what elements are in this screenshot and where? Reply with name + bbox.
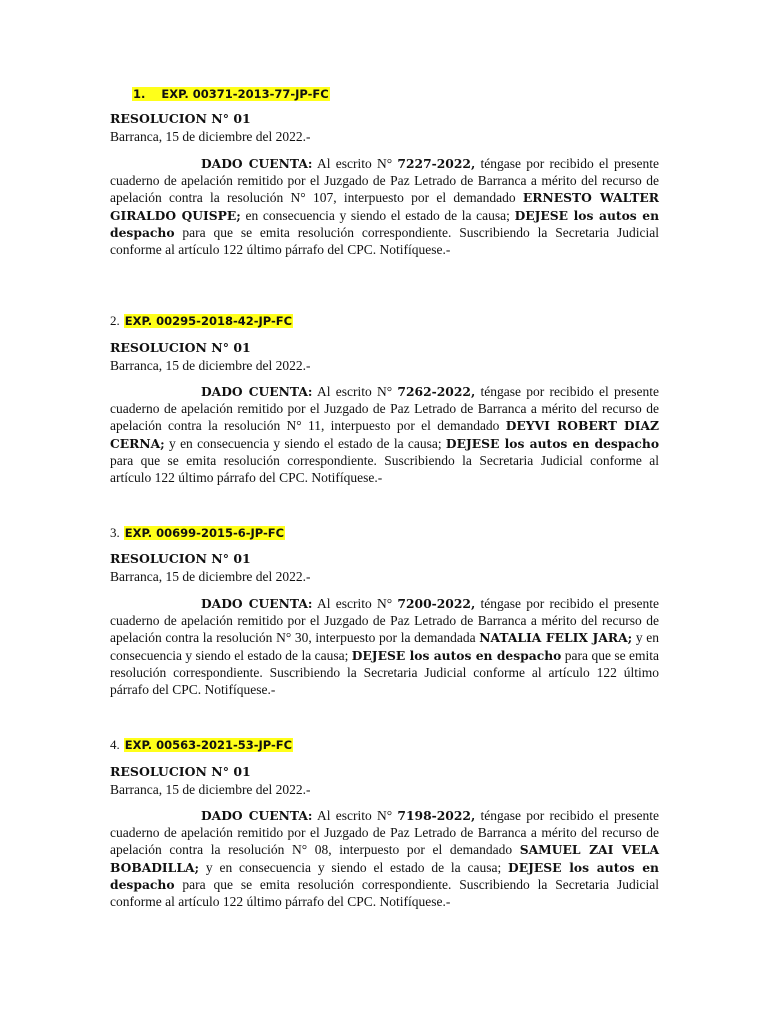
place-date: Barranca, 15 de diciembre del 2022.- xyxy=(110,782,311,797)
dado-cuenta: DADO CUENTA: xyxy=(201,384,313,399)
party-name: NATALIA FELIX JARA; xyxy=(479,630,633,646)
escrito-prefix: Al escrito N° xyxy=(316,596,393,611)
place-date: Barranca, 15 de diciembre del 2022.- xyxy=(110,129,311,144)
party-name: DEYVI ROBERT DIAZ CERNA; xyxy=(110,418,659,451)
escrito-number: 7262-2022, xyxy=(397,384,476,399)
dado-cuenta: DADO CUENTA: xyxy=(201,808,313,823)
resolution-body xyxy=(110,383,659,486)
body-text-b: y en consecuencia y siendo el estado de la causa; xyxy=(205,859,502,875)
body-text-b: y en consecuencia y siendo el estado de la causa; xyxy=(110,630,659,663)
dado-cuenta: DADO CUENTA: xyxy=(201,156,313,171)
dejese-clause: DEJESE los autos en despacho xyxy=(110,207,660,240)
entry-number: 3. xyxy=(110,525,120,540)
place-date: Barranca, 15 de diciembre del 2022.- xyxy=(110,569,311,584)
entry-number: 1. xyxy=(133,87,146,101)
place-date: Barranca, 15 de diciembre del 2022.- xyxy=(110,358,311,373)
expediente-number: EXP. 00563-2021-53-JP-FC xyxy=(124,738,293,752)
resolution-body xyxy=(110,155,659,258)
entry-number: 4. xyxy=(110,737,120,752)
body-text-a: téngase por recibido el presente cuaderno de apelación remitido por el Juzgado de Paz Letrado de Barranca a mérito del recurso de apelación contra la resolución N° 11, interpuesto por el demandado xyxy=(110,384,659,434)
body-text-a: téngase por recibido el presente cuaderno de apelación remitido por el Juzgado de Paz Letrado de Barranca a mérito del recurso de apelación contra la resolución N° 08, interpuesto por el demandado xyxy=(110,808,659,858)
escrito-number: 7198-2022, xyxy=(397,808,476,823)
escrito-prefix: Al escrito N° xyxy=(316,384,393,399)
escrito-prefix: Al escrito N° xyxy=(316,808,393,823)
escrito-number: 7200-2022, xyxy=(397,596,476,611)
resolution-body xyxy=(110,807,659,910)
escrito-prefix: Al escrito N° xyxy=(316,156,393,171)
expediente-number: EXP. 00699-2015-6-JP-FC xyxy=(124,526,285,540)
expediente-line xyxy=(110,525,285,541)
body-text-c: para que se emita resolución correspondiente. Suscribiendo la Secretaria Judicial conforme al artículo 122 último párrafo del CPC. Notifíquese.- xyxy=(110,876,660,910)
body-text-b: en consecuencia y siendo el estado de la causa; xyxy=(245,207,510,223)
escrito-number: 7227-2022, xyxy=(397,156,476,171)
expediente-line xyxy=(110,737,293,753)
resolution-title: RESOLUCION N° 01 xyxy=(110,340,251,355)
resolution-title: RESOLUCION N° 01 xyxy=(110,551,251,566)
expediente-line xyxy=(132,86,330,102)
dejese-clause: DEJESE los autos en despacho xyxy=(110,859,659,892)
dado-cuenta: DADO CUENTA: xyxy=(201,596,313,611)
body-text-c: para que se emita resolución correspondiente. Suscribiendo la Secretaria Judicial conforme al artículo 122 último párrafo del CPC. Notifíquese.- xyxy=(110,224,660,258)
expediente-number: EXP. 00295-2018-42-JP-FC xyxy=(124,314,293,328)
dejese-clause: DEJESE los autos en despacho xyxy=(445,435,660,451)
body-text-b: y en consecuencia y siendo el estado de la causa; xyxy=(169,435,442,451)
resolution-body xyxy=(110,595,659,698)
dejese-clause: DEJESE los autos en despacho xyxy=(351,647,562,663)
expediente-number: EXP. 00371-2013-77-JP-FC xyxy=(161,87,329,101)
body-text-a: téngase por recibido el presente cuaderno de apelación remitido por el Juzgado de Paz Letrado de Barranca a mérito del recurso de apelación contra la resolución N° 107, interpuesto por el demandado xyxy=(110,156,659,206)
resolution-title: RESOLUCION N° 01 xyxy=(110,111,251,126)
body-text-c: para que se emita resolución correspondiente. Suscribiendo la Secretaria Judicial conforme al artículo 122 último párrafo del CPC. Notifíquese.- xyxy=(110,452,659,486)
body-text-c: para que se emita resolución correspondiente. Suscribiendo la Secretaria Judicial conforme al artículo 122 último párrafo del CPC. Notifíquese.- xyxy=(110,647,660,698)
entry-number: 2. xyxy=(110,313,120,328)
expediente-highlight xyxy=(132,87,330,101)
party-name: SAMUEL ZAI VELA BOBADILLA; xyxy=(110,842,659,875)
party-name: ERNESTO WALTER GIRALDO QUISPE; xyxy=(110,190,660,223)
resolution-title: RESOLUCION N° 01 xyxy=(110,764,251,779)
body-text-a: téngase por recibido el presente cuaderno de apelación remitido por el Juzgado de Paz Letrado de Barranca a mérito del recurso de apelación contra la resolución N° 30, interpuesto por la demandada xyxy=(110,596,659,646)
expediente-line xyxy=(110,313,293,329)
